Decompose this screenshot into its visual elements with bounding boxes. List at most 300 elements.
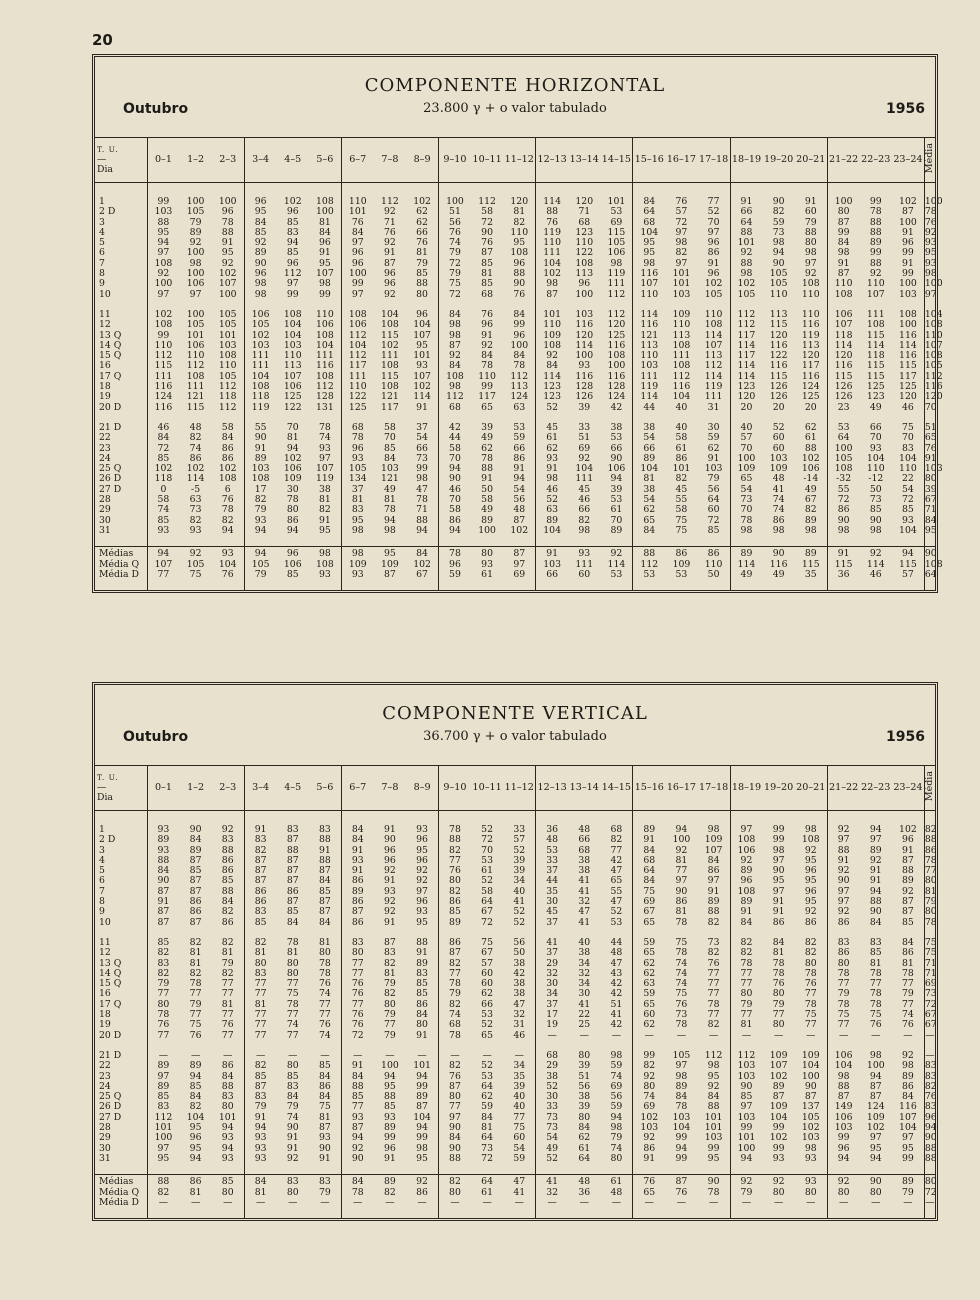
- value-cell: 100: [478, 524, 496, 536]
- value-cell: 99: [902, 268, 914, 280]
- hour-column-header: 21–22: [827, 138, 859, 183]
- value-cell: 57: [730, 433, 762, 443]
- value-cell: 93: [341, 856, 373, 866]
- value-cell: 61: [804, 432, 817, 444]
- value-cell: 52: [513, 844, 526, 856]
- value-cell: 106: [607, 247, 626, 259]
- value-cell: 88: [869, 216, 882, 228]
- value-cell: 20: [804, 401, 817, 413]
- value-cell: 103: [730, 1072, 762, 1082]
- value-cell: 95: [341, 516, 373, 526]
- value-cell: 89: [384, 1122, 396, 1134]
- value-cell: 79: [610, 1132, 623, 1144]
- value-cell: 86: [416, 998, 428, 1010]
- value-cell: 101: [413, 1060, 431, 1072]
- panel-title: COMPONENTE VERTICAL: [382, 703, 648, 724]
- value-cell: 92: [804, 268, 817, 280]
- hour-column-header: 3–4: [244, 766, 276, 811]
- value-cell: 79: [902, 988, 914, 1000]
- value-cell: 93: [147, 825, 179, 835]
- value-cell: 91: [318, 514, 331, 526]
- value-cell: 30: [707, 421, 720, 433]
- value-cell: —: [536, 1031, 568, 1041]
- day-row: [95, 403, 935, 413]
- average-cell: 80: [439, 1188, 471, 1198]
- value-cell: —: [341, 1051, 373, 1061]
- value-cell: 85: [244, 1072, 276, 1082]
- value-cell: 149: [827, 1102, 859, 1112]
- value-cell: 73: [536, 1113, 568, 1123]
- value-cell: 107: [218, 278, 237, 290]
- value-cell: 84: [189, 1091, 202, 1103]
- value-cell: 99: [730, 1123, 762, 1133]
- value-cell: 48: [772, 473, 785, 485]
- hour-column-header: 14–15: [600, 766, 632, 811]
- value-cell: 98: [730, 526, 762, 536]
- value-cell: 98: [827, 526, 859, 536]
- value-cell: 98: [730, 269, 762, 279]
- value-cell: 98: [536, 279, 568, 289]
- value-cell: —: [579, 1029, 589, 1041]
- value-cell: 76: [341, 979, 373, 989]
- value-cell: 103: [730, 1061, 762, 1071]
- value-cell: 82: [578, 514, 591, 526]
- value-cell: 102: [283, 196, 302, 207]
- value-cell: 125: [283, 391, 302, 403]
- value-cell: 77: [318, 998, 331, 1010]
- value-cell: 85: [869, 947, 882, 959]
- daily-mean-cell: 93: [924, 237, 937, 249]
- value-cell: —: [514, 1049, 524, 1061]
- value-cell: 104: [381, 308, 399, 320]
- panel-header: [95, 57, 935, 138]
- value-cell: 103: [633, 1123, 665, 1133]
- average-cell: 86: [179, 1175, 211, 1188]
- value-cell: 82: [189, 432, 202, 444]
- value-cell: 105: [218, 370, 237, 382]
- value-cell: 105: [769, 278, 788, 290]
- value-cell: 75: [902, 421, 914, 433]
- value-cell: 103: [801, 1132, 820, 1144]
- value-cell: 77: [707, 978, 720, 990]
- value-cell: 108: [316, 196, 334, 207]
- average-cell: 80: [471, 547, 503, 560]
- value-cell: 111: [704, 391, 723, 403]
- value-cell: 87: [189, 885, 202, 897]
- value-cell: 102: [899, 196, 917, 207]
- value-cell: 82: [147, 969, 179, 979]
- value-cell: 84: [439, 361, 471, 371]
- value-cell: 111: [381, 350, 399, 362]
- value-cell: 90: [244, 259, 276, 269]
- hour-column-header: 12–13: [536, 766, 568, 811]
- value-cell: 79: [384, 978, 396, 990]
- value-cell: 110: [316, 308, 334, 320]
- value-cell: 85: [189, 1080, 202, 1092]
- value-cell: 58: [481, 494, 494, 506]
- value-cell: 87: [827, 269, 859, 279]
- value-cell: 87: [902, 854, 914, 866]
- value-cell: 84: [147, 866, 179, 876]
- value-cell: 55: [675, 494, 688, 506]
- value-cell: 104: [283, 329, 302, 341]
- day-label: 29: [99, 1132, 111, 1144]
- value-cell: 88: [384, 1091, 396, 1103]
- daily-mean-cell: 75: [924, 936, 937, 948]
- value-cell: —: [827, 1031, 859, 1041]
- daily-mean-cell: 84: [924, 514, 937, 526]
- average-cell: 49: [730, 570, 762, 580]
- value-cell: 70: [481, 844, 494, 856]
- hour-column-header: 17–18: [698, 766, 730, 811]
- hour-column-header: 22–23: [860, 138, 892, 183]
- average-cell: 49: [772, 568, 785, 580]
- daily-mean-cell: 51: [924, 421, 937, 433]
- value-cell: 78: [286, 494, 299, 506]
- value-cell: 31: [513, 1019, 526, 1031]
- value-cell: 81: [513, 206, 526, 218]
- value-cell: 104: [899, 1122, 917, 1134]
- value-cell: 72: [341, 1031, 373, 1041]
- hour-column-header: 1–2: [179, 138, 211, 183]
- daily-mean-cell: 78: [924, 206, 937, 218]
- value-cell: 82: [804, 504, 817, 516]
- value-cell: 122: [575, 247, 594, 259]
- value-cell: 115: [381, 370, 399, 382]
- value-cell: 87: [439, 1082, 471, 1092]
- value-cell: 64: [481, 1080, 494, 1092]
- day-label: 5: [99, 865, 105, 877]
- value-cell: 84: [341, 825, 373, 835]
- value-cell: 80: [244, 959, 276, 969]
- value-cell: 116: [316, 360, 334, 372]
- value-cell: 83: [341, 505, 373, 515]
- data-table: [95, 138, 943, 590]
- value-cell: 98: [610, 1049, 623, 1061]
- value-cell: 112: [510, 370, 529, 382]
- value-cell: 79: [772, 998, 785, 1010]
- value-cell: 82: [610, 834, 623, 846]
- value-cell: 88: [869, 226, 882, 238]
- average-cell: 50: [707, 568, 720, 580]
- value-cell: 90: [318, 1142, 331, 1154]
- value-cell: 92: [416, 875, 428, 887]
- value-cell: 101: [704, 1111, 723, 1123]
- value-cell: 101: [218, 329, 237, 341]
- value-cell: 59: [610, 1060, 623, 1072]
- value-cell: 86: [827, 948, 859, 958]
- value-cell: 74: [675, 957, 688, 969]
- day-label: 12: [99, 947, 111, 959]
- average-cell: 41: [536, 1175, 568, 1188]
- value-cell: 86: [513, 452, 526, 464]
- value-cell: 96: [804, 865, 817, 877]
- value-cell: 87: [147, 907, 179, 917]
- value-cell: 111: [341, 372, 373, 382]
- value-cell: 86: [244, 897, 276, 907]
- day-label: 19: [99, 391, 111, 403]
- value-cell: 68: [439, 1020, 471, 1030]
- value-cell: 108: [439, 372, 471, 382]
- value-cell: 72: [707, 514, 720, 526]
- daily-mean-cell: 77: [924, 865, 937, 877]
- value-cell: 97: [772, 854, 785, 866]
- value-cell: 97: [318, 452, 331, 464]
- value-cell: 81: [675, 854, 688, 866]
- value-cell: 72: [439, 259, 471, 269]
- value-cell: 131: [316, 401, 334, 413]
- hour-column-header: 5–6: [309, 766, 341, 811]
- value-cell: 100: [186, 196, 205, 207]
- average-cell: 92: [406, 1175, 438, 1188]
- value-cell: 64: [481, 1132, 494, 1144]
- value-cell: 82: [513, 216, 526, 228]
- average-cell: 86: [698, 547, 730, 560]
- value-cell: 116: [607, 339, 626, 351]
- value-cell: 34: [536, 989, 568, 999]
- value-cell: 61: [536, 433, 568, 443]
- value-cell: 77: [286, 978, 299, 990]
- value-cell: 53: [610, 494, 623, 506]
- value-cell: 89: [147, 1061, 179, 1071]
- average-cell: 79: [902, 1186, 914, 1198]
- day-label: 27 D: [99, 1111, 122, 1123]
- average-cell: 76: [633, 1175, 665, 1188]
- value-cell: 85: [147, 454, 179, 464]
- value-cell: 76: [318, 978, 331, 990]
- value-cell: 113: [801, 339, 820, 351]
- value-cell: 58: [481, 885, 494, 897]
- media-header-label: Média: [923, 771, 935, 802]
- value-cell: 78: [902, 967, 914, 979]
- value-cell: 91: [481, 473, 494, 485]
- daily-mean-cell: 72: [924, 998, 937, 1010]
- value-cell: 82: [804, 936, 817, 948]
- value-cell: 108: [244, 382, 276, 392]
- value-cell: 89: [869, 237, 882, 249]
- value-cell: 128: [575, 381, 594, 393]
- value-cell: 51: [439, 207, 471, 217]
- value-cell: 77: [221, 1009, 234, 1021]
- value-cell: 83: [244, 907, 276, 917]
- average-mean-cell: 90: [924, 548, 937, 560]
- average-cell: —: [773, 1196, 784, 1208]
- value-cell: 75: [675, 988, 688, 1000]
- value-cell: 103: [704, 463, 723, 475]
- value-cell: 80: [578, 1049, 591, 1061]
- value-cell: 116: [769, 360, 788, 372]
- value-cell: 77: [341, 1102, 373, 1112]
- value-cell: 73: [772, 226, 785, 238]
- value-cell: 125: [341, 403, 373, 413]
- value-cell: 85: [902, 916, 914, 928]
- value-cell: 70: [730, 444, 762, 454]
- value-cell: 81: [481, 1122, 494, 1134]
- value-cell: 97: [707, 226, 720, 238]
- value-cell: 70: [286, 421, 299, 433]
- value-cell: 87: [244, 876, 276, 886]
- value-cell: 102: [413, 196, 431, 207]
- value-cell: 125: [801, 391, 820, 403]
- value-cell: 90: [772, 196, 785, 207]
- value-cell: 61: [675, 442, 688, 454]
- value-cell: 74: [439, 1010, 471, 1020]
- tu-dia-header: [95, 766, 147, 811]
- daily-mean-cell: 90: [924, 1132, 937, 1144]
- value-cell: 92: [244, 238, 276, 248]
- value-cell: 77: [827, 979, 859, 989]
- value-cell: 86: [189, 896, 202, 908]
- value-cell: 92: [481, 339, 494, 351]
- value-cell: 113: [633, 341, 665, 351]
- value-cell: 104: [899, 452, 917, 464]
- value-cell: 100: [899, 216, 917, 228]
- value-cell: 60: [481, 978, 494, 990]
- value-cell: 63: [633, 979, 665, 989]
- value-cell: 55: [610, 885, 623, 897]
- day-label: 11: [99, 936, 111, 948]
- value-cell: 82: [244, 495, 276, 505]
- value-cell: 29: [536, 1061, 568, 1071]
- value-cell: 80: [578, 1111, 591, 1123]
- value-cell: 89: [633, 454, 665, 464]
- value-cell: 97: [902, 1132, 914, 1144]
- value-cell: 38: [578, 865, 591, 877]
- value-cell: 67: [481, 947, 494, 959]
- value-cell: 22: [578, 1009, 591, 1021]
- value-cell: 46: [513, 1029, 526, 1041]
- value-cell: 74: [286, 1019, 299, 1031]
- day-label: 21 D: [99, 1049, 122, 1061]
- value-cell: 59: [610, 1101, 623, 1113]
- value-cell: 116: [633, 320, 665, 330]
- average-cell: 53: [610, 568, 623, 580]
- value-cell: 98: [827, 1072, 859, 1082]
- value-cell: 86: [286, 514, 299, 526]
- value-cell: 81: [416, 247, 428, 259]
- value-cell: 86: [772, 514, 785, 526]
- daily-mean-cell: 88: [924, 1152, 937, 1164]
- value-cell: 89: [416, 1091, 428, 1103]
- value-cell: 76: [221, 1019, 234, 1031]
- value-cell: 77: [221, 1029, 234, 1041]
- daily-mean-cell: 100: [924, 196, 943, 207]
- value-cell: 95: [416, 339, 428, 351]
- value-cell: 110: [283, 350, 302, 362]
- average-cell: 66: [536, 570, 568, 580]
- value-cell: 68: [578, 844, 591, 856]
- value-cell: 79: [439, 269, 471, 279]
- value-cell: 104: [633, 228, 665, 238]
- value-cell: 90: [869, 906, 882, 918]
- value-cell: 117: [341, 361, 373, 371]
- daily-mean-cell: 107: [924, 339, 943, 351]
- value-cell: 102: [218, 463, 237, 475]
- average-cell: 109: [341, 560, 373, 570]
- value-cell: 92: [869, 854, 882, 866]
- value-cell: 101: [704, 1122, 723, 1134]
- value-cell: 60: [633, 1010, 665, 1020]
- value-cell: 104: [633, 464, 665, 474]
- value-cell: —: [730, 1031, 762, 1041]
- value-cell: 34: [513, 1060, 526, 1072]
- value-cell: 95: [707, 1152, 720, 1164]
- value-cell: 77: [902, 998, 914, 1010]
- value-cell: 110: [218, 360, 237, 372]
- value-cell: 59: [513, 1152, 526, 1164]
- average-cell: 92: [860, 547, 892, 560]
- hour-column-header: 17–18: [698, 138, 730, 183]
- day-label: 24: [99, 452, 111, 464]
- value-cell: 102: [866, 1122, 885, 1134]
- value-cell: 84: [633, 526, 665, 536]
- value-cell: 87: [147, 887, 179, 897]
- value-cell: 103: [769, 452, 788, 464]
- value-cell: 77: [707, 196, 720, 207]
- average-cell: —: [385, 1196, 395, 1208]
- value-cell: 85: [481, 257, 494, 269]
- value-cell: 79: [384, 1009, 396, 1021]
- value-cell: 91: [869, 875, 882, 887]
- value-cell: 77: [730, 1010, 762, 1020]
- value-cell: —: [147, 1051, 179, 1061]
- value-cell: 94: [416, 524, 428, 536]
- daily-mean-cell: 110: [924, 329, 943, 341]
- value-cell: 59: [481, 1101, 494, 1113]
- value-cell: 94: [827, 1154, 859, 1164]
- value-cell: 88: [827, 1082, 859, 1092]
- value-cell: 120: [575, 329, 594, 341]
- value-cell: 44: [610, 936, 623, 948]
- value-cell: 86: [675, 452, 688, 464]
- value-cell: 35: [513, 1070, 526, 1082]
- value-cell: 93: [578, 360, 591, 372]
- value-cell: 41: [578, 885, 591, 897]
- value-cell: 41: [772, 483, 785, 495]
- value-cell: 42: [610, 854, 623, 866]
- value-cell: 90: [439, 1144, 471, 1154]
- value-cell: 32: [536, 969, 568, 979]
- value-cell: 101: [413, 350, 431, 362]
- hour-column-header: 22–23: [860, 766, 892, 811]
- day-label: 24: [99, 1080, 111, 1092]
- value-cell: 102: [413, 381, 431, 393]
- value-cell: 102: [283, 452, 302, 464]
- value-cell: —: [417, 1049, 427, 1061]
- value-cell: 73: [707, 936, 720, 948]
- value-cell: 44: [439, 433, 471, 443]
- value-cell: 84: [707, 1091, 720, 1103]
- hour-column-header: 10–11: [471, 766, 503, 811]
- value-cell: 83: [341, 938, 373, 948]
- value-cell: 82: [707, 1019, 720, 1031]
- value-cell: 93: [244, 1144, 276, 1154]
- daily-mean-cell: 116: [924, 381, 943, 393]
- value-cell: 38: [513, 988, 526, 1000]
- value-cell: 76: [221, 494, 234, 506]
- value-cell: 77: [869, 978, 882, 990]
- average-cell: 88: [633, 547, 665, 560]
- hour-column-header: 18–19: [730, 766, 762, 811]
- value-cell: 79: [804, 216, 817, 228]
- value-cell: 101: [672, 278, 691, 290]
- value-cell: 96: [384, 844, 396, 856]
- value-cell: 101: [730, 1133, 762, 1143]
- value-cell: 89: [416, 957, 428, 969]
- average-cell: 84: [406, 547, 438, 560]
- value-cell: 91: [384, 1152, 396, 1164]
- value-cell: 106: [283, 463, 302, 475]
